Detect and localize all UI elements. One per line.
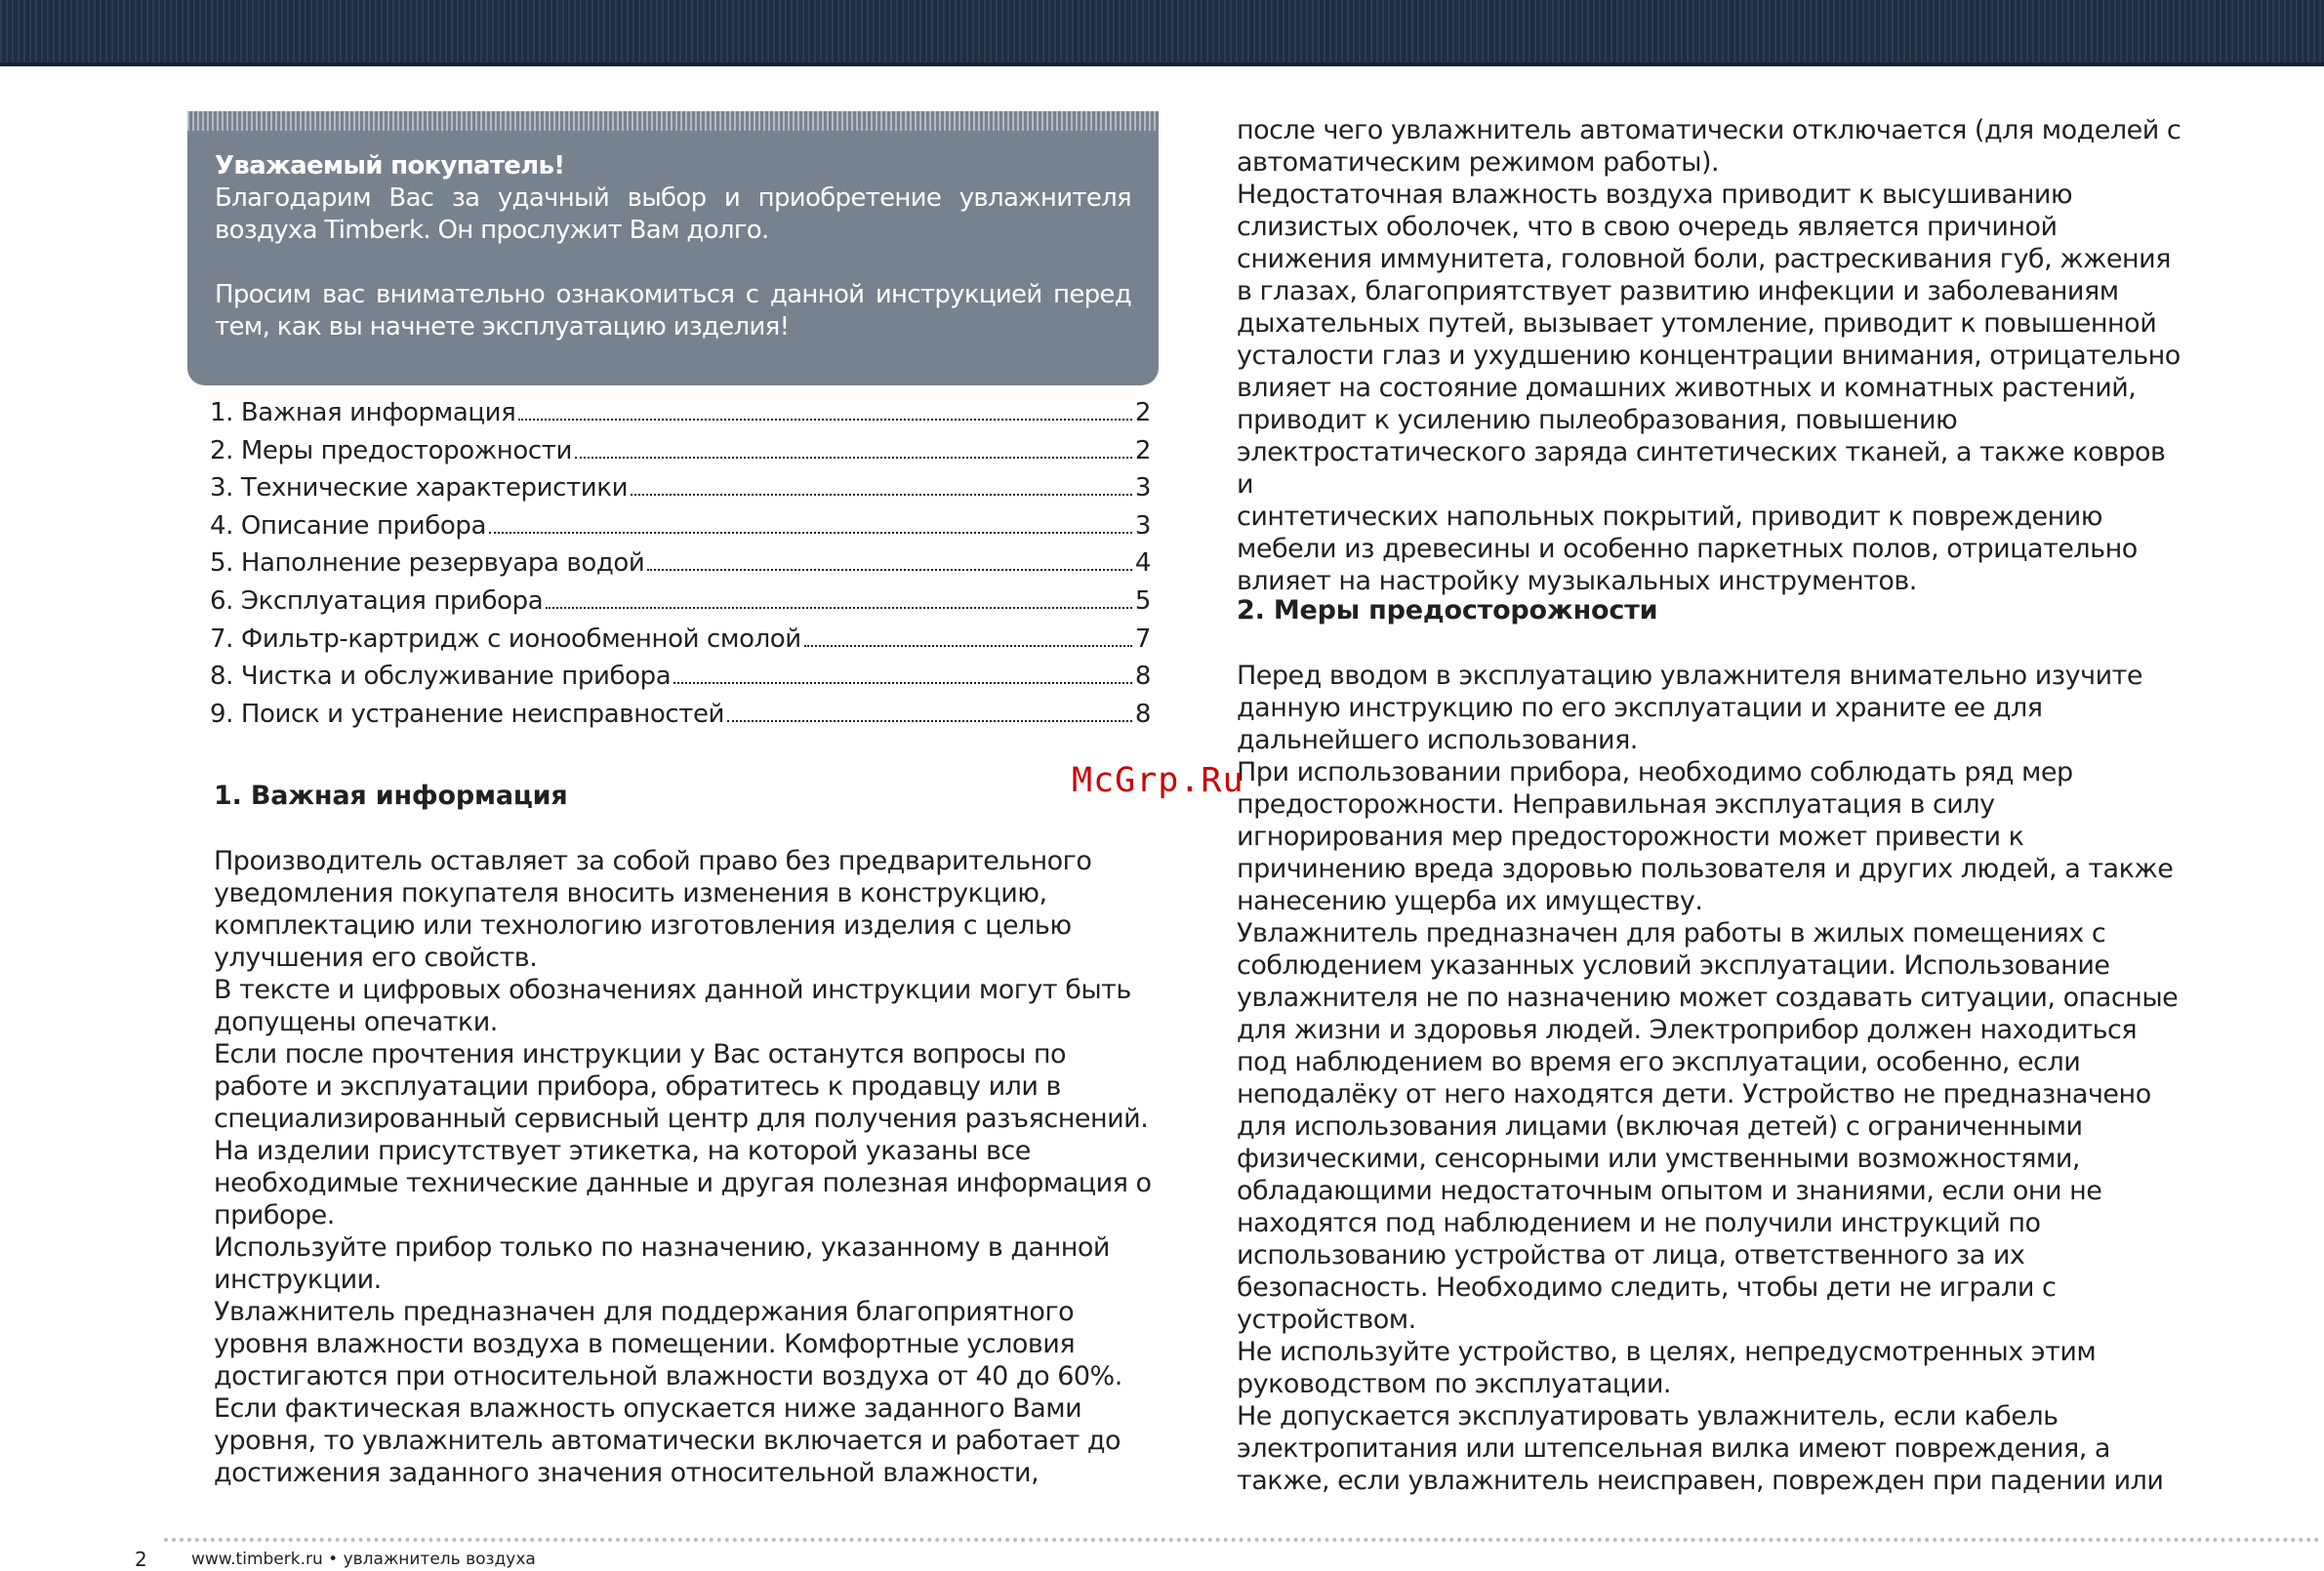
text-line: Увлажнитель предназначен для поддержания благоприятного (214, 1297, 1075, 1327)
text-line: специализированный сервисный центр для получения разъяснений. (214, 1104, 1149, 1134)
section1-heading: 1. Важная информация (214, 781, 568, 811)
text-line: физическими, сенсорными или умственными возможностями, (1237, 1144, 2080, 1174)
text-line: приборе. (214, 1200, 335, 1230)
text-line: Недостаточная влажность воздуха приводит к высушиванию (1237, 180, 2073, 210)
text-line: необходимые технические данные и другая полезная информация о (214, 1168, 1152, 1198)
text-line: данную инструкцию по его эксплуатации и храните ее для (1237, 693, 2043, 723)
text-line: влияет на настройку музыкальных инструментов. (1237, 566, 1917, 596)
toc-item[interactable] (210, 548, 1151, 586)
text-line: снижения иммунитета, головной боли, растрескивания губ, жжения (1237, 244, 2171, 274)
text-line: достигаются при относительной влажности воздуха от 40 до 60%. (214, 1361, 1122, 1391)
text-line: В тексте и цифровых обозначениях данной инструкции могут быть (214, 975, 1131, 1005)
section2-heading: 2. Меры предосторожности (1237, 595, 1658, 625)
text-line: причинению вреда здоровью пользователя и других людей, а также (1237, 854, 2174, 884)
text-line: автоматическим режимом работы). (1237, 147, 1720, 178)
toc-title: 7. Фильтр-картридж с ионообменной смолой (210, 624, 801, 654)
text-line: При использовании прибора, необходимо соблюдать ряд мер (1237, 757, 2073, 787)
toc-page: 2 (1134, 398, 1151, 427)
toc-item[interactable] (210, 398, 1151, 436)
text-line: допущены опечатки. (214, 1007, 498, 1037)
text-line: Перед вводом в эксплуатацию увлажнителя внимательно изучите (1237, 661, 2142, 691)
welcome-thanks: Благодарим Вас за удачный выбор и приобретение увлажнителя воздуха Timberk. Он прослужит Вам долго. (215, 183, 1131, 245)
toc-page: 7 (1134, 624, 1151, 654)
toc-title: 4. Описание прибора (210, 510, 486, 541)
top-banner (0, 0, 2324, 66)
welcome-stripes (187, 111, 1159, 131)
right-column (1237, 114, 2181, 597)
toc-page: 8 (1134, 662, 1151, 692)
text-line: безопасность. Необходимо следить, чтобы дети не играли с (1237, 1272, 2057, 1303)
text-line: слизистых оболочек, что в свою очередь является причиной (1237, 212, 2058, 242)
welcome-greeting: Уважаемый покупатель! (215, 151, 565, 181)
text-line: неподалёку от него находятся дети. Устройство не предназначено (1237, 1079, 2151, 1109)
text-line: для жизни и здоровья людей. Электроприбор должен находиться (1237, 1015, 2138, 1045)
text-line: Используйте прибор только по назначению, указанному в данной (214, 1232, 1110, 1263)
text-line: Производитель оставляет за собой право без предварительного (214, 846, 1092, 876)
text-line: На изделии присутствует этикетка, на которой указаны все (214, 1136, 1031, 1166)
text-line: нанесению ущерба их имуществу. (1237, 886, 1703, 916)
footer-text: www.timberk.ru • увлажнитель воздуха (191, 1550, 536, 1569)
toc-title: 1. Важная информация (210, 398, 516, 427)
text-line: Не допускается эксплуатировать увлажнитель, если кабель (1237, 1401, 2059, 1431)
toc-item[interactable] (210, 662, 1151, 700)
welcome-box (187, 111, 1159, 385)
text-line: Если после прочтения инструкции у Вас останутся вопросы по (214, 1039, 1067, 1069)
toc-title: 2. Меры предосторожности (210, 435, 573, 465)
toc-page: 2 (1134, 435, 1151, 465)
section2-body (1237, 660, 2181, 1497)
text-line: руководством по эксплуатации. (1237, 1369, 1671, 1399)
toc-title: 3. Технические характеристики (210, 473, 629, 504)
toc-item[interactable] (210, 473, 1151, 511)
text-line: уведомления покупателя вносить изменения в конструкцию, (214, 878, 1047, 908)
page-number: 2 (135, 1548, 147, 1571)
section1-continued (1237, 114, 2181, 597)
toc-title: 9. Поиск и устранение неисправностей (210, 699, 725, 729)
toc-item[interactable] (210, 586, 1151, 624)
text-line: Если фактическая влажность опускается ниже заданного Вами (214, 1393, 1082, 1424)
table-of-contents (210, 398, 1151, 737)
toc-item[interactable] (210, 624, 1151, 663)
toc-item[interactable] (210, 511, 1151, 549)
text-line: в глазах, благоприятствует развитию инфекции и заболеваниям (1237, 276, 2119, 306)
text-line: Не используйте устройство, в целях, непредусмотренных этим (1237, 1337, 2097, 1367)
toc-page: 3 (1134, 473, 1151, 504)
toc-title: 6. Эксплуатация прибора (210, 585, 544, 616)
text-line: также, если увлажнитель неисправен, поврежден при падении или (1237, 1466, 2164, 1496)
text-line: уровня влажности воздуха в помещении. Комфортные условия (214, 1329, 1076, 1359)
toc-title: 5. Наполнение резервуара водой (210, 548, 645, 579)
toc-page: 4 (1134, 548, 1151, 579)
section1-body (214, 845, 1159, 1489)
footer-divider (164, 1538, 2321, 1542)
text-line: комплектацию или технологию изготовления изделия с целью (214, 910, 1072, 941)
text-line: игнорирования мер предосторожности может привести к (1237, 822, 2024, 852)
text-line: инструкции. (214, 1265, 382, 1295)
toc-page: 3 (1134, 510, 1151, 541)
watermark: McGrp.Ru (1072, 761, 1244, 800)
toc-page: 5 (1134, 585, 1151, 616)
text-line: обладающими недостаточным опытом и знаниями, если они не (1237, 1176, 2102, 1206)
text-line: улучшения его свойств. (214, 943, 538, 973)
text-line: уровня, то увлажнитель автоматически включается и работает до (214, 1426, 1121, 1456)
text-line: электростатического заряда синтетических тканей, а также ковров и (1237, 437, 2166, 500)
text-line: соблюдением указанных условий эксплуатации. Использование (1237, 950, 2110, 981)
text-line: мебели из древесины и особенно паркетных полов, отрицательно (1237, 534, 2138, 564)
text-line: для использования лицами (включая детей) с ограниченными (1237, 1111, 2083, 1142)
text-line: использованию устройства от лица, ответственного за их (1237, 1240, 2025, 1270)
text-line: Увлажнитель предназначен для работы в жилых помещениях с (1237, 918, 2106, 948)
toc-page: 8 (1134, 699, 1151, 729)
toc-item[interactable] (210, 700, 1151, 738)
toc-title: 8. Чистка и обслуживание прибора (210, 662, 672, 692)
text-line: влияет на состояние домашних животных и комнатных растений, (1237, 373, 2137, 403)
text-line: достижения заданного значения относительной влажности, (214, 1458, 1040, 1488)
text-line: приводит к усилению пылеобразования, повышению (1237, 405, 1958, 435)
text-line: синтетических напольных покрытий, приводит к повреждению (1237, 502, 2103, 532)
text-line: находятся под наблюдением и не получили инструкций по (1237, 1208, 2041, 1238)
welcome-request: Просим вас внимательно ознакомиться с данной инструкцией перед тем, как вы начнете эксплуатацию изделия! (215, 280, 1131, 342)
text-line: работе и эксплуатации прибора, обратитесь к продавцу или в (214, 1071, 1061, 1102)
text-line: предосторожности. Неправильная эксплуатация в силу (1237, 789, 1995, 820)
toc-item[interactable] (210, 436, 1151, 474)
text-line: электропитания или штепсельная вилка имеют повреждения, а (1237, 1433, 2110, 1464)
text-line: под наблюдением во время его эксплуатации, особенно, если (1237, 1047, 2081, 1077)
text-line: дальнейшего использования. (1237, 725, 1638, 755)
text-line: дыхательных путей, вызывает утомление, приводит к повышенной (1237, 308, 2157, 339)
text-line: после чего увлажнитель автоматически отключается (для моделей с (1237, 115, 2181, 145)
text-line: усталости глаз и ухудшению концентрации внимания, отрицательно (1237, 341, 2181, 371)
text-line: увлажнителя не по назначению может создавать ситуации, опасные (1237, 983, 2179, 1013)
text-line: устройством. (1237, 1305, 1416, 1335)
